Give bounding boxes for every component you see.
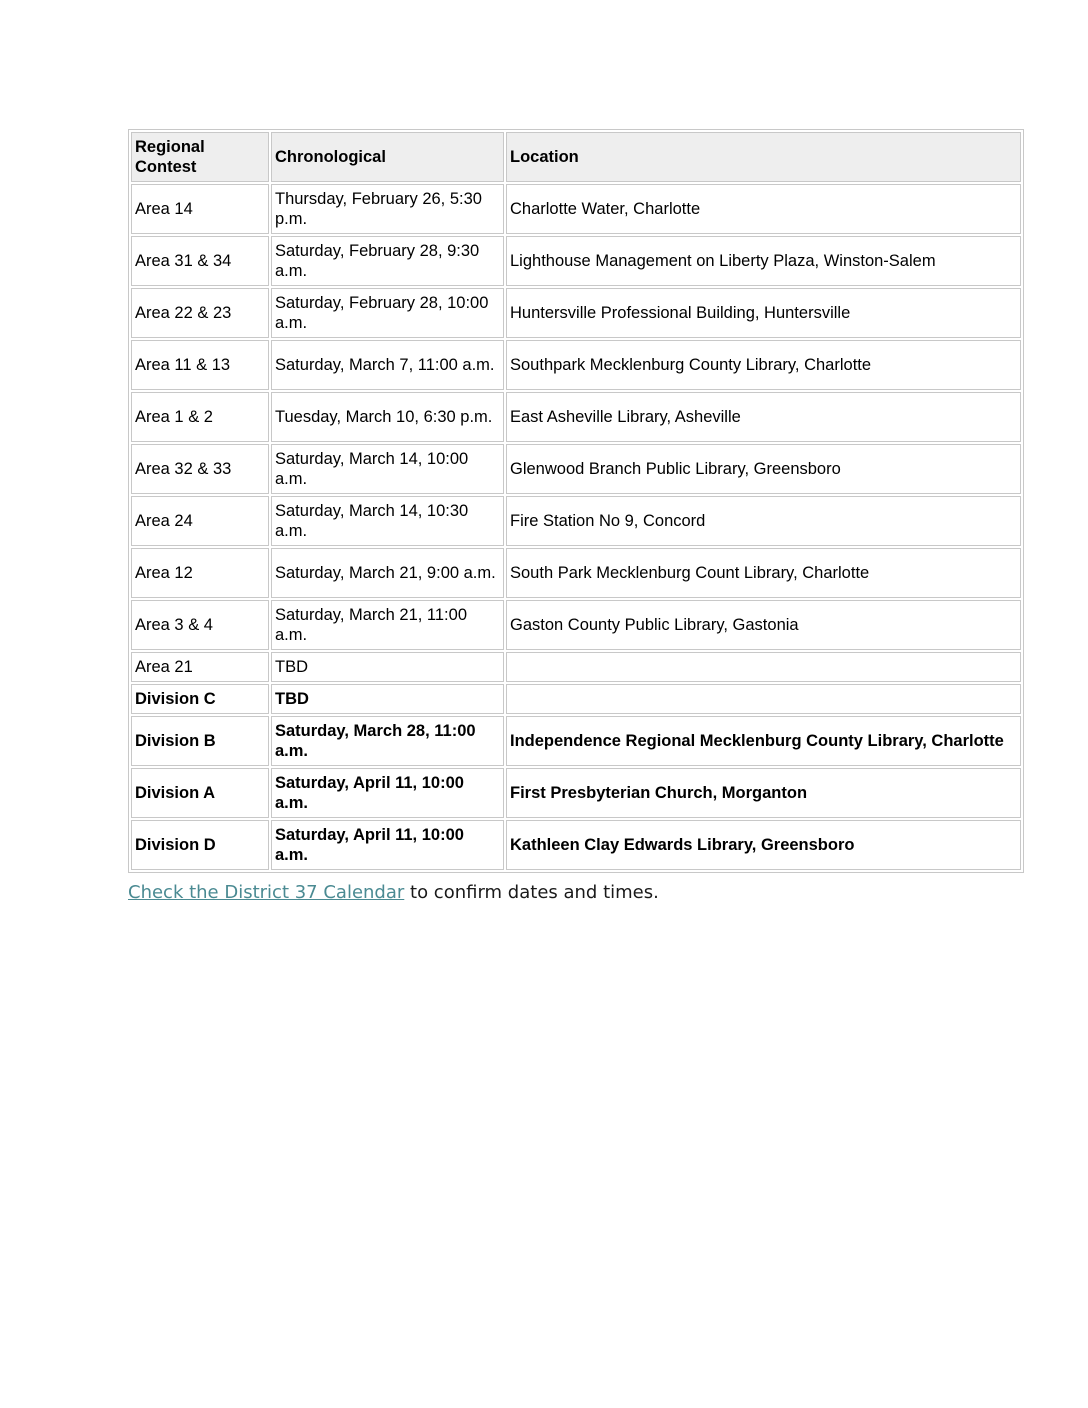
contest-cell: Division D <box>131 820 269 870</box>
location-cell: Charlotte Water, Charlotte <box>506 184 1021 234</box>
contest-cell: Area 32 & 33 <box>131 444 269 494</box>
table-header-row <box>131 132 1021 182</box>
contest-cell: Area 11 & 13 <box>131 340 269 390</box>
date-time-cell: Saturday, February 28, 9:30 a.m. <box>271 236 504 286</box>
date-time-cell: Saturday, April 11, 10:00 a.m. <box>271 820 504 870</box>
location-cell: Southpark Mecklenburg County Library, Charlotte <box>506 340 1021 390</box>
contest-cell: Area 3 & 4 <box>131 600 269 650</box>
date-time-cell: Saturday, March 28, 11:00 a.m. <box>271 716 504 766</box>
contest-cell: Area 21 <box>131 652 269 682</box>
location-cell: Kathleen Clay Edwards Library, Greensboro <box>506 820 1021 870</box>
location-cell: Lighthouse Management on Liberty Plaza, Winston-Salem <box>506 236 1021 286</box>
contest-cell: Area 12 <box>131 548 269 598</box>
footer-note-text: to confirm dates and times. <box>404 882 659 903</box>
location-cell: East Asheville Library, Asheville <box>506 392 1021 442</box>
date-time-cell: Saturday, February 28, 10:00 a.m. <box>271 288 504 338</box>
date-time-cell: TBD <box>271 652 504 682</box>
location-cell: First Presbyterian Church, Morganton <box>506 768 1021 818</box>
contest-cell: Division C <box>131 684 269 714</box>
contest-cell: Area 24 <box>131 496 269 546</box>
table-row <box>131 496 1021 546</box>
table-row <box>131 236 1021 286</box>
date-time-cell: TBD <box>271 684 504 714</box>
contest-cell: Area 22 & 23 <box>131 288 269 338</box>
table-row <box>131 652 1021 682</box>
date-time-cell: Tuesday, March 10, 6:30 p.m. <box>271 392 504 442</box>
date-time-cell: Saturday, March 14, 10:30 a.m. <box>271 496 504 546</box>
contest-cell: Division B <box>131 716 269 766</box>
header-regional-contest: Regional Contest <box>131 132 269 182</box>
date-time-cell: Saturday, March 21, 11:00 a.m. <box>271 600 504 650</box>
table-row <box>131 768 1021 818</box>
district-calendar-link[interactable]: Check the District 37 Calendar <box>128 882 405 903</box>
table-row <box>131 820 1021 870</box>
table-row <box>131 684 1021 714</box>
location-cell <box>506 684 1021 714</box>
date-time-cell: Saturday, April 11, 10:00 a.m. <box>271 768 504 818</box>
location-cell: South Park Mecklenburg Count Library, Charlotte <box>506 548 1021 598</box>
footer-note <box>128 882 659 903</box>
location-cell: Fire Station No 9, Concord <box>506 496 1021 546</box>
table-row <box>131 548 1021 598</box>
header-location: Location <box>506 132 1021 182</box>
contest-cell: Area 14 <box>131 184 269 234</box>
contest-cell: Area 31 & 34 <box>131 236 269 286</box>
location-cell: Huntersville Professional Building, Huntersville <box>506 288 1021 338</box>
date-time-cell: Saturday, March 7, 11:00 a.m. <box>271 340 504 390</box>
date-time-cell: Thursday, February 26, 5:30 p.m. <box>271 184 504 234</box>
date-time-cell: Saturday, March 14, 10:00 a.m. <box>271 444 504 494</box>
date-time-cell: Saturday, March 21, 9:00 a.m. <box>271 548 504 598</box>
location-cell: Glenwood Branch Public Library, Greensboro <box>506 444 1021 494</box>
location-cell: Gaston County Public Library, Gastonia <box>506 600 1021 650</box>
table-row <box>131 392 1021 442</box>
contest-schedule-table <box>128 129 1024 873</box>
header-chronological: Chronological <box>271 132 504 182</box>
table-row <box>131 288 1021 338</box>
table-row <box>131 716 1021 766</box>
location-cell <box>506 652 1021 682</box>
contest-cell: Division A <box>131 768 269 818</box>
table-row <box>131 600 1021 650</box>
table-row <box>131 184 1021 234</box>
location-cell: Independence Regional Mecklenburg County Library, Charlotte <box>506 716 1021 766</box>
table-body <box>131 184 1021 870</box>
table-row <box>131 340 1021 390</box>
contest-cell: Area 1 & 2 <box>131 392 269 442</box>
table-row <box>131 444 1021 494</box>
